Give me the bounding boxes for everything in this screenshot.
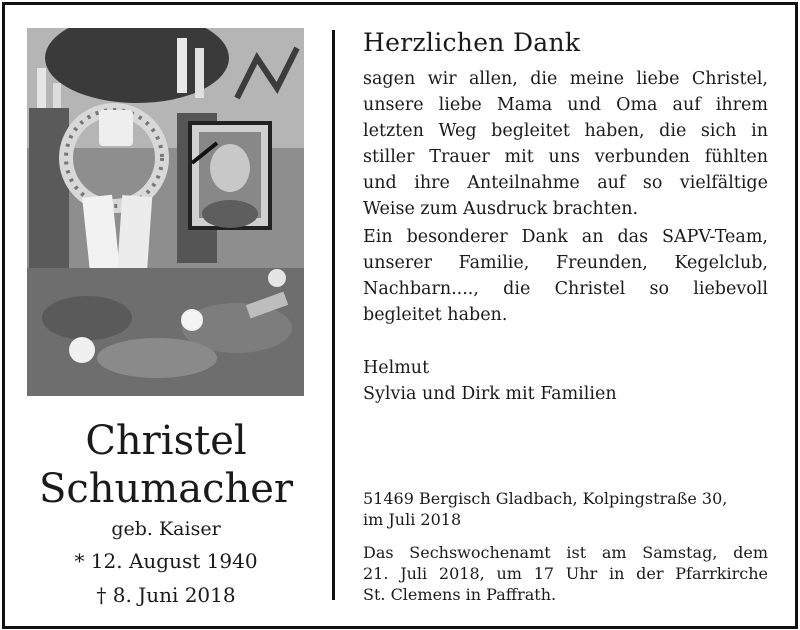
thanks-paragraph-1-line: stiller Trauer mit uns verbunden fühlten xyxy=(363,147,768,167)
column-divider xyxy=(332,30,335,600)
thanks-paragraph-1-line: letzten Weg begleitet haben, die sich in xyxy=(363,121,768,141)
thanks-paragraph-1-line: sagen wir allen, die meine liebe Christel, xyxy=(363,69,768,89)
address-line: 51469 Bergisch Gladbach, Kolpingstraße 30, xyxy=(363,489,728,508)
thanks-paragraph-2-line: Ein besonderer Dank an das SAPV-Team, xyxy=(363,227,768,247)
thanks-paragraph-1-line: Weise zum Ausdruck brachten. xyxy=(363,199,639,219)
memorial-photo xyxy=(27,28,304,396)
birth-date: * 12. August 1940 xyxy=(74,549,258,573)
service-note-line: Das Sechswochenamt ist am Samstag, dem xyxy=(363,543,768,562)
service-note-line: 21. Juli 2018, um 17 Uhr in der Pfarrkirche xyxy=(363,564,768,583)
memorial-photo-illustration xyxy=(27,28,304,396)
birth-name: geb. Kaiser xyxy=(111,518,221,540)
thanks-paragraph-2 xyxy=(363,224,768,328)
death-date: † 8. Juni 2018 xyxy=(96,583,236,607)
service-note-line: St. Clemens in Paffrath. xyxy=(363,585,557,604)
thanks-paragraph-2-line: Nachbarn...., die Christel so liebevoll xyxy=(363,279,768,299)
deceased-first-name: Christel xyxy=(85,418,247,464)
deceased-last-name: Schumacher xyxy=(38,466,294,512)
signature-line-2: Sylvia und Dirk mit Familien xyxy=(363,384,617,404)
address-date: im Juli 2018 xyxy=(363,510,462,529)
thanks-paragraph-2-line: unserer Familie, Freunden, Kegelclub, xyxy=(363,253,768,273)
thanks-paragraph-1 xyxy=(363,66,768,222)
thanks-heading: Herzlichen Dank xyxy=(363,28,581,57)
signature-line-1: Helmut xyxy=(363,358,430,378)
address-block xyxy=(363,488,768,530)
service-note xyxy=(363,542,768,605)
thanks-paragraph-1-line: und ihre Anteilnahme auf so vielfältige xyxy=(363,173,768,193)
thanks-paragraph-1-line: unsere liebe Mama und Oma auf ihrem xyxy=(363,95,768,115)
thanks-paragraph-2-line: begleitet haben. xyxy=(363,305,508,325)
